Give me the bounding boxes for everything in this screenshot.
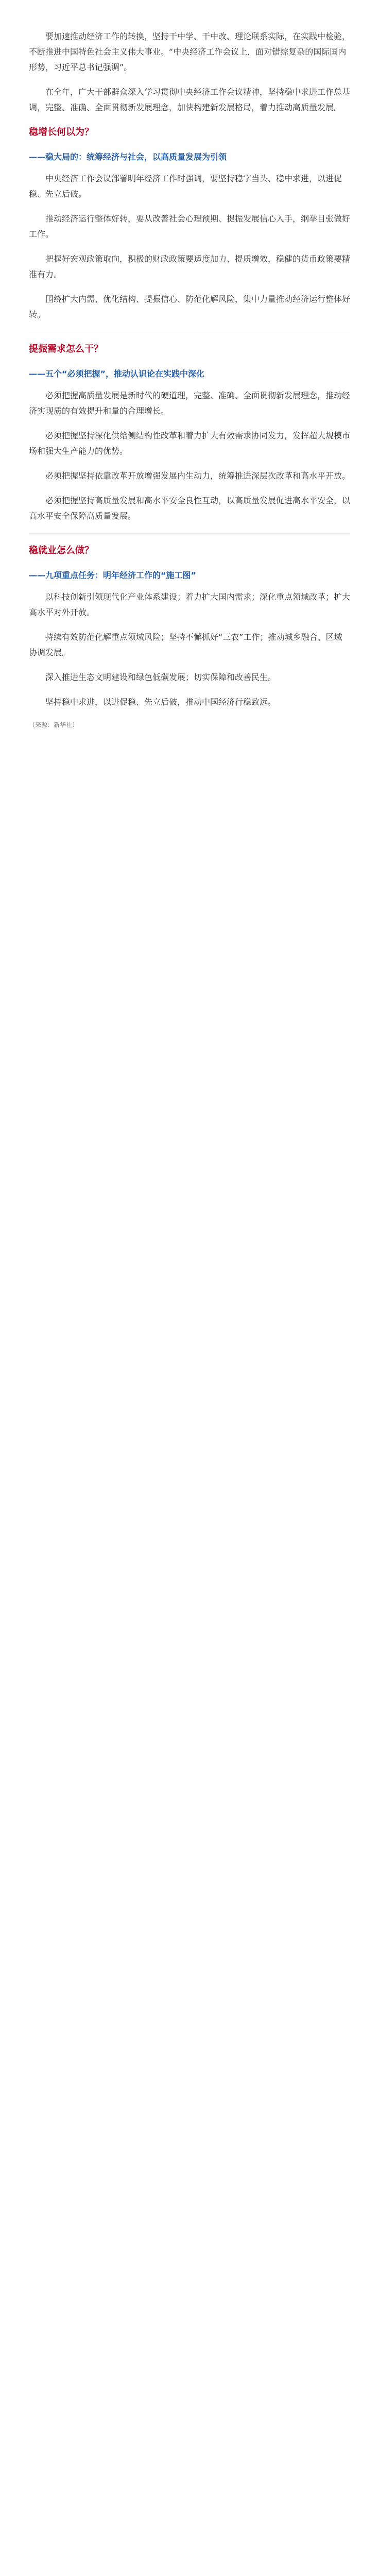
section-1-title: 稳增长何以为？ bbox=[29, 127, 94, 138]
section-2-paragraph-2: 必须把握坚持深化供给侧结构性改革和着力扩大有效需求协同发力，发挥超大规模市场和强大生产能力的优势。 bbox=[29, 431, 351, 456]
section-2-title: 提振需求怎么干？ bbox=[29, 344, 103, 354]
section-1-paragraph-4: 围绕扩大内需、优化结构、提振信心、防范化解风险，集中力量推动经济运行整体好转。 bbox=[29, 294, 351, 319]
section-3-title: 稳就业怎么做？ bbox=[29, 545, 94, 556]
section-3-paragraph-3: 深入推进生态文明建设和绿色低碳发展；切实保障和改善民生。 bbox=[45, 672, 277, 682]
source-note: （来源：新华社） bbox=[29, 721, 79, 728]
article-body bbox=[29, 29, 350, 731]
intro-paragraph-1: 要加速推动经济工作的转换，坚持干中学、干中改、理论联系实际，在实践中检验，不断推进中国特色社会主义伟大事业。“中央经济工作会议上，面对错综复杂的国际国内形势，习近平总书记强调”。 bbox=[29, 31, 351, 72]
section-3-paragraph-2: 持续有效防范化解重点领域风险；坚持不懈抓好“三农”工作；推动城乡融合、区域协调发展。 bbox=[29, 632, 342, 657]
section-1-paragraph-2: 推动经济运行整体好转，要从改善社会心理预期、提振发展信心入手，纲举目张做好工作。 bbox=[29, 214, 351, 239]
section-1-paragraph-1: 中央经济工作会议部署明年经济工作时强调，要坚持稳字当头、稳中求进，以进促稳、先立后破。 bbox=[29, 174, 342, 199]
section-3-paragraph-1: 以科技创新引领现代化产业体系建设；着力扩大国内需求；深化重点领域改革；扩大高水平对外开放。 bbox=[29, 592, 351, 617]
section-2-paragraph-4: 必须把握坚持高质量发展和高水平安全良性互动，以高质量发展促进高水平安全，以高水平安全保障高质量发展。 bbox=[29, 496, 351, 521]
section-2-subtitle: ——五个“必须把握”，推动认识论在实践中深化 bbox=[29, 369, 205, 379]
section-2-paragraph-1: 必须把握高质量发展是新时代的硬道理，完整、准确、全面贯彻新发展理念，推动经济实现质的有效提升和量的合理增长。 bbox=[29, 391, 351, 416]
section-2-paragraph-3: 必须把握坚持依靠改革开放增强发展内生动力，统筹推进深层次改革和高水平开放。 bbox=[45, 471, 351, 481]
section-3-paragraph-4: 坚持稳中求进，以进促稳、先立后破，推动中国经济行稳致远。 bbox=[45, 697, 277, 707]
section-3-subtitle: ——九项重点任务：明年经济工作的“施工图” bbox=[29, 570, 197, 580]
section-1-paragraph-3: 把握好宏观政策取向，积极的财政政策要适度加力、提质增效，稳健的货币政策要精准有力。 bbox=[29, 254, 351, 279]
intro-paragraph-2: 在全年，广大干部群众深入学习贯彻中央经济工作会议精神，坚持稳中求进工作总基调，完整、准确、全面贯彻新发展理念，加快构建新发展格局，着力推动高质量发展。 bbox=[29, 87, 351, 112]
section-1-subtitle: ——稳大局的：统筹经济与社会，以高质量发展为引领 bbox=[29, 152, 227, 162]
divider-2 bbox=[29, 533, 350, 534]
